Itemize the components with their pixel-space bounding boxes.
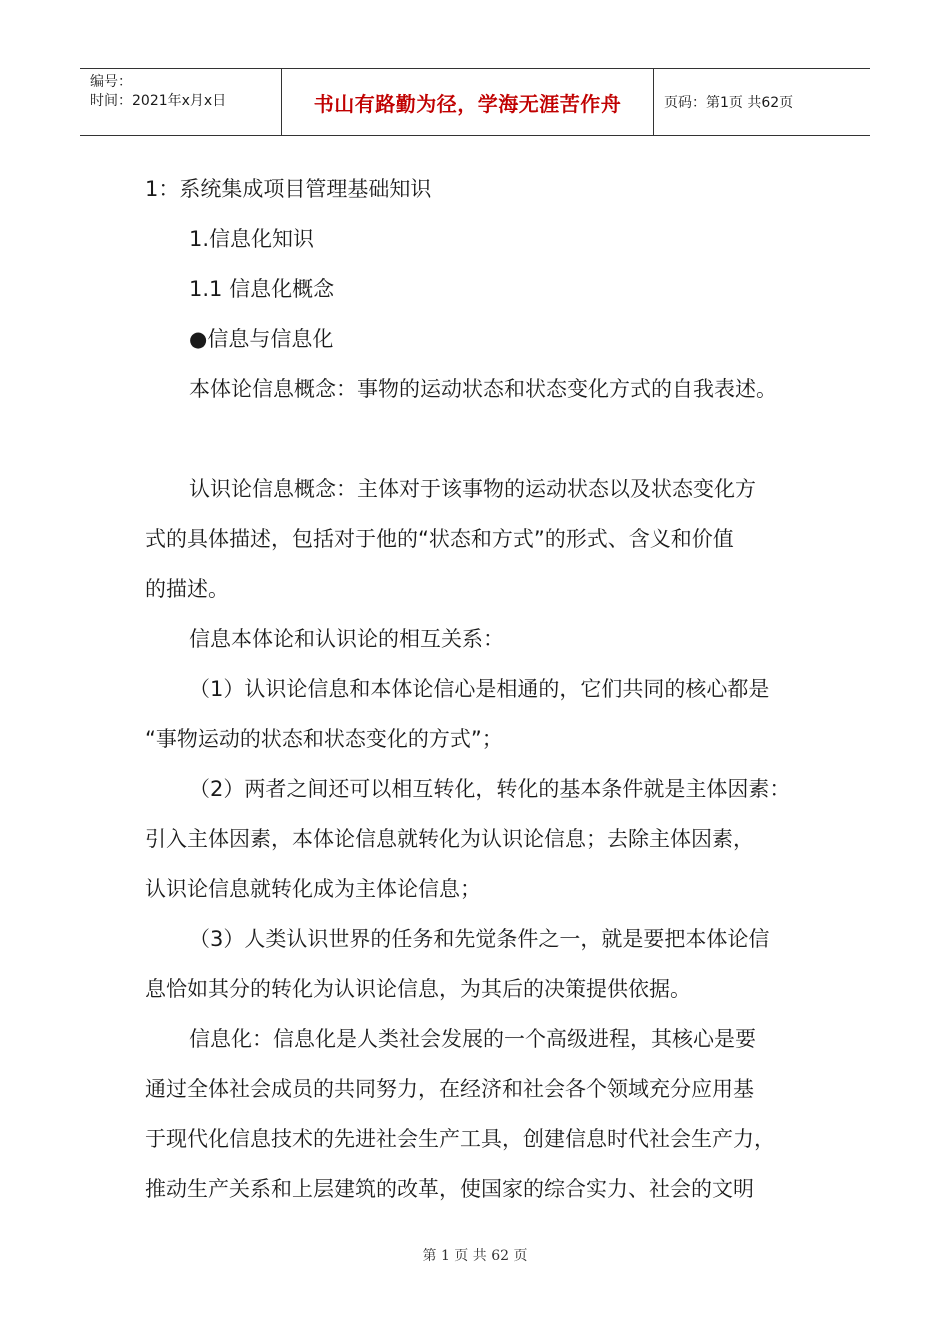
paragraph-line: （3）人类认识世界的任务和先觉条件之一，就是要把本体论信: [189, 927, 770, 951]
paragraph-line: 通过全体社会成员的共同努力，在经济和社会各个领域充分应用基: [145, 1077, 754, 1101]
paragraph-line: （1）认识论信息和本体论信心是相通的，它们共同的核心都是: [189, 677, 770, 701]
paragraph-line: 的描述。: [145, 577, 229, 601]
paragraph-line: 于现代化信息技术的先进社会生产工具，创建信息时代社会生产力，: [145, 1127, 775, 1151]
paragraph-line: 本体论信息概念：事物的运动状态和状态变化方式的自我表述。: [189, 377, 777, 401]
code-label: 编号：: [90, 74, 132, 90]
footer-page-number: 第 1 页 共 62 页: [422, 1248, 528, 1264]
paragraph-line: 式的具体描述，包括对于他的“状态和方式”的形式、含义和价值: [145, 527, 734, 551]
paragraph-gap: [145, 414, 835, 464]
paragraph-line: 信息本体论和认识论的相互关系：: [189, 627, 504, 651]
motto-text: 书山有路勤为径，学海无涯苦作舟: [313, 91, 622, 116]
section-title: 1：系统集成项目管理基础知识: [145, 177, 432, 201]
paragraph-line: 认识论信息就转化成为主体论信息；: [145, 877, 481, 901]
bullet-heading: ●信息与信息化: [189, 327, 334, 351]
header-meta-cell: [80, 69, 282, 135]
paragraph-line: 信息化：信息化是人类社会发展的一个高级进程，其核心是要: [189, 1027, 756, 1051]
paragraph-line: 推动生产关系和上层建筑的改革，使国家的综合实力、社会的文明: [145, 1177, 754, 1201]
time-label: 时间：2021年x月x日: [90, 93, 227, 109]
page-info: 页码：第1页 共62页: [664, 95, 794, 111]
paragraph-line: “事物运动的状态和状态变化的方式”；: [145, 727, 503, 751]
header-motto-cell: [282, 69, 654, 135]
paragraph-line: 息恰如其分的转化为认识论信息，为其后的决策提供依据。: [145, 977, 691, 1001]
paragraph-line: 引入主体因素，本体论信息就转化为认识论信息；去除主体因素，: [145, 827, 754, 851]
document-body: [145, 164, 835, 1214]
chapter-heading: 1.信息化知识: [189, 227, 315, 251]
paragraph-line: 认识论信息概念：主体对于该事物的运动状态以及状态变化方: [189, 477, 756, 501]
paragraph-line: （2）两者之间还可以相互转化，转化的基本条件就是主体因素：: [189, 777, 791, 801]
page-footer: [0, 1245, 950, 1265]
subsection-heading: 1.1 信息化概念: [189, 277, 335, 301]
document-header: [80, 68, 870, 136]
header-page-cell: [654, 69, 870, 135]
